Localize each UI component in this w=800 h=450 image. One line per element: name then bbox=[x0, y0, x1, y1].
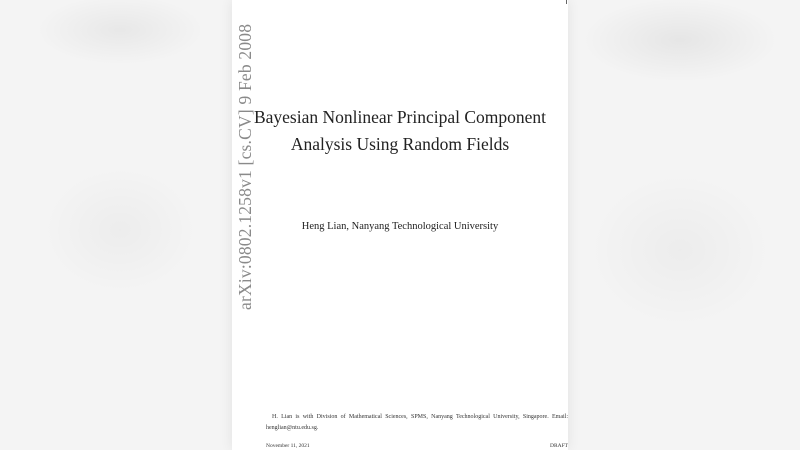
footer-draft-label: DRAFT bbox=[549, 443, 568, 449]
title-line-1: Bayesian Nonlinear Principal Component bbox=[253, 107, 547, 127]
paper-title bbox=[232, 104, 568, 158]
page-edge-marker bbox=[566, 0, 567, 4]
arxiv-margin-stamp: arXiv:0802.1258v1 [cs.CV] 9 Feb 2008 bbox=[235, 23, 255, 310]
author-footnote: H. Lian is with Division of Mathematical Sciences, SPMS, Nanyang Technological University, Singapore. Email: henglian@ntu.edu.sg. bbox=[266, 414, 568, 431]
paper-page bbox=[232, 0, 568, 450]
title-line-2: Analysis Using Random Fields bbox=[290, 134, 510, 154]
author-line: Heng Lian, Nanyang Technological University bbox=[301, 221, 499, 232]
footer-date: November 11, 2021 bbox=[266, 443, 310, 449]
